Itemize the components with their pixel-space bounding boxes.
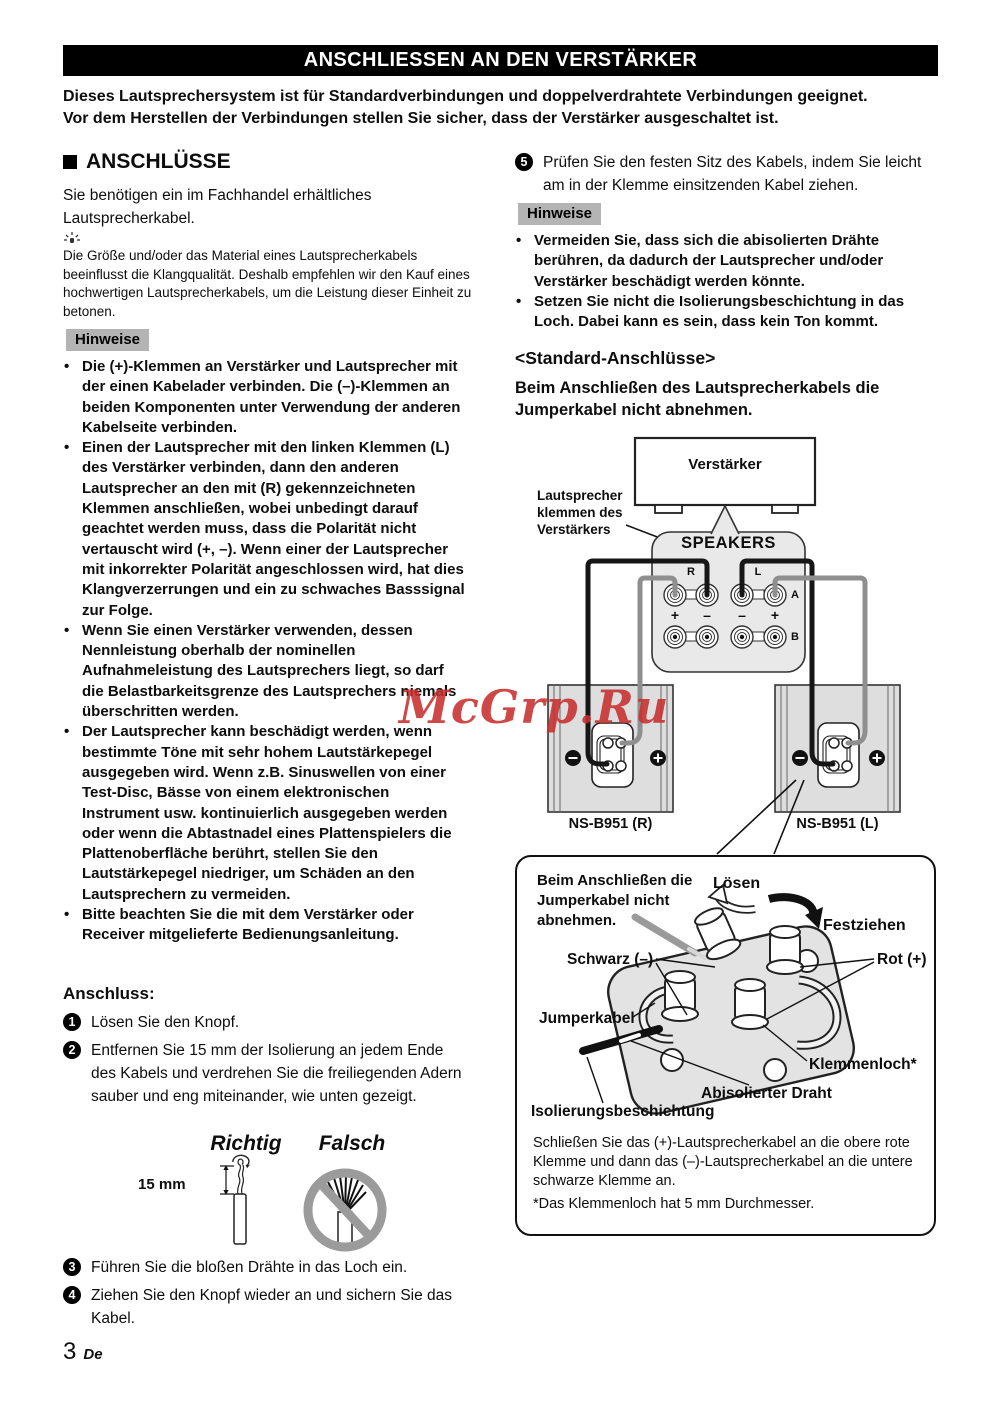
note-item: • Wenn Sie einen Verstärker verwenden, dessen Nennleistung oberhalb der nominellen Aufnahmeleistung des Lautsprechers liegt, so darf die Belastbarkeitsgrenze des Lautsprechers niemals überschritten werden. — [63, 621, 465, 722]
step-row — [63, 1256, 463, 1279]
twist-arrow — [233, 1155, 249, 1166]
tip-text: Die Größe und/oder das Material eines Lautsprecherkabels beeinflusst die Klangqualität. Deshalb empfehlen wir den Kauf eines hochwertigen Lautsprecherkabels, um die Leistung dieser Einheit zu betonen. — [63, 248, 472, 319]
twisted-wire — [238, 1159, 244, 1194]
step-row — [63, 1011, 463, 1034]
polarity-sign: – — [738, 607, 746, 623]
intro-line-1: Dieses Lautsprechersystem ist für Standardverbindungen und doppelverdrahtete Verbindungen geeignet. — [63, 88, 868, 105]
watermark: McGrp.Ru — [399, 680, 670, 734]
wiring-diagram — [515, 430, 945, 855]
wrong-label: Falsch — [318, 1132, 386, 1155]
step-5 — [515, 151, 940, 202]
channel-r-label: R — [687, 566, 695, 578]
row-b-label: B — [791, 631, 799, 643]
bare-wire-label: Abisolierter Draht — [701, 1085, 832, 1102]
notes-badge-left: Hinweise — [66, 329, 149, 351]
black-terminal-label: Schwarz (–) — [567, 951, 654, 968]
page-header-bar — [63, 45, 938, 76]
page-language: De — [83, 1346, 103, 1363]
left-intro-text: Sie benötigen ein im Fachhandel erhältliches Lautsprecherkabel. — [63, 187, 372, 227]
step-row — [63, 1284, 463, 1330]
step-text: Entfernen Sie 15 mm der Isolierung an jedem Ende des Kabels und verdrehen Sie die freiliegenden Adern sauber und eng miteinander, wie unten gezeigt. — [91, 1042, 462, 1105]
notes-list-right — [515, 231, 927, 332]
connection-heading: Anschluss: — [63, 984, 155, 1003]
page-number — [63, 1338, 103, 1366]
red-terminal-label: Rot (+) — [877, 951, 927, 968]
tighten-label: Festziehen — [823, 917, 906, 934]
polarity-sign: – — [703, 607, 711, 623]
insulation-label: Isolierungsbeschichtung — [531, 1103, 715, 1120]
polarity-sign: + — [670, 607, 680, 623]
wire-prep-figure — [130, 1132, 460, 1257]
speaker-l-label: NS-B951 (L) — [796, 816, 879, 832]
speaker-left-box — [775, 685, 900, 812]
step-text: Lösen Sie den Knopf. — [91, 1014, 240, 1031]
step-number-badge: 4 — [63, 1286, 81, 1304]
amp-terminals-label: Lautsprecher klemmen des Verstärkers — [537, 488, 623, 537]
jumper-label: Jumperkabel — [539, 1010, 635, 1027]
section-marker-icon — [63, 155, 77, 169]
step-text: Prüfen Sie den festen Sitz des Kabels, indem Sie leicht am in der Klemme einsitzenden Kabel ziehen. — [543, 154, 922, 194]
note-item: • Vermeiden Sie, dass sich die abisolierten Drähte berühren, da dadurch der Lautsprecher und/oder Verstärker beschädigt werden könnte. — [515, 231, 927, 292]
detail-note: Beim Anschließen die Jumperkabel nicht abnehmen. — [537, 872, 693, 929]
standard-connections-heading: <Standard-Anschlüsse> — [515, 348, 716, 368]
hint-icon — [63, 231, 81, 246]
note-item: • Der Lautsprecher kann beschädigt werden, wenn bestimmte Töne mit sehr hohem Lautstärkepegel ausgegeben wird. Wenn z.B. Sinuswellen von einer Test-Disc, Bässe von einem elektronischen Instrument usw. kontinuierlich ausgegeben werden oder wenn die Abtastnadel eines Plattenspielers die Plattenoberfläche berührt, stellen Sie den Lautstärkepegel niedriger, um Schäden an den Lautsprechern zu vermeiden. — [63, 722, 465, 905]
intro-line-2: Vor dem Herstellen der Verbindungen stellen Sie sicher, dass der Verstärker ausgeschaltet ist. — [63, 109, 779, 127]
page-number-value: 3 — [63, 1338, 77, 1365]
standard-connections-intro: Beim Anschließen des Lautsprecherkabels die Jumperkabel nicht abnehmen. — [515, 379, 880, 419]
measure-label: 15 mm — [138, 1176, 186, 1193]
steps-3-4 — [63, 1256, 463, 1335]
prohibition-icon — [308, 1173, 382, 1248]
section-title: ANSCHLÜSSE — [86, 150, 231, 173]
step-text: Ziehen Sie den Knopf wieder an und sichern Sie das Kabel. — [91, 1287, 453, 1327]
tighten-arrow — [769, 897, 823, 929]
note-item: • Einen der Lautsprecher mit den linken Klemmen (L) des Verstärker verbinden, dann den anderen Lautsprecher an den mit (R) gekennzeichneten Klemmen anschließen, wobei unbedingt darauf geachtet werden muss, dass die Polarität nicht vertauscht wird (+, –). Wenn einer der Lautsprecher mit inkorrekter Polarität angeschlossen wird, hat dies Klangverzerrungen und ein zu schwaches Basssignal zur Folge. — [63, 438, 465, 621]
step-number-badge: 1 — [63, 1013, 81, 1031]
loosen-label: Lösen — [713, 875, 761, 892]
polarity-sign: + — [770, 607, 780, 623]
step-row — [63, 1039, 463, 1108]
speakers-panel-title: SPEAKERS — [681, 534, 776, 552]
row-a-label: A — [791, 589, 799, 601]
amplifier-label: Verstärker — [688, 456, 762, 473]
step-number-badge: 2 — [63, 1041, 81, 1059]
note-item: • Setzen Sie nicht die Isolierungsbeschichtung in das Loch. Dabei kann es sein, dass kein Ton kommt. — [515, 292, 927, 333]
page-title: ANSCHLIESSEN AN DEN VERSTÄRKER — [303, 49, 698, 71]
terminal-detail-box — [515, 855, 936, 1236]
detail-body-text: Schließen Sie das (+)-Lautsprecherkabel an die obere rote Klemme und dann das (–)-Lautsprecherkabel an die untere schwarze Klemme an. — [533, 1135, 913, 1189]
step-number-badge: 5 — [515, 153, 533, 171]
speaker-r-label: NS-B951 (R) — [568, 816, 653, 832]
step-text: Führen Sie die bloßen Drähte in das Loch ein. — [91, 1259, 408, 1276]
channel-l-label: L — [754, 566, 762, 578]
notes-badge-right: Hinweise — [518, 203, 601, 225]
terminal-hole-label: Klemmenloch* — [809, 1056, 917, 1073]
wire-prep-illustration — [130, 1132, 460, 1257]
steps-1-2 — [63, 1011, 463, 1113]
section-heading — [63, 150, 231, 174]
note-item: • Die (+)-Klemmen an Verstärker und Lautsprecher mit der einen Kabelader verbinden. Die (–)-Klemmen an beiden Komponenten unter Verwendung der anderen Kabelseite verbinden. — [63, 357, 465, 438]
correct-label: Richtig — [210, 1132, 282, 1155]
step-number-badge: 3 — [63, 1258, 81, 1276]
notes-list-left — [63, 357, 465, 946]
note-item: • Bitte beachten Sie die mit dem Verstärker oder Receiver mitgelieferte Bedienungsanleitung. — [63, 905, 465, 946]
intro-paragraph — [63, 86, 948, 129]
detail-footnote: *Das Klemmenloch hat 5 mm Durchmesser. — [533, 1196, 815, 1212]
